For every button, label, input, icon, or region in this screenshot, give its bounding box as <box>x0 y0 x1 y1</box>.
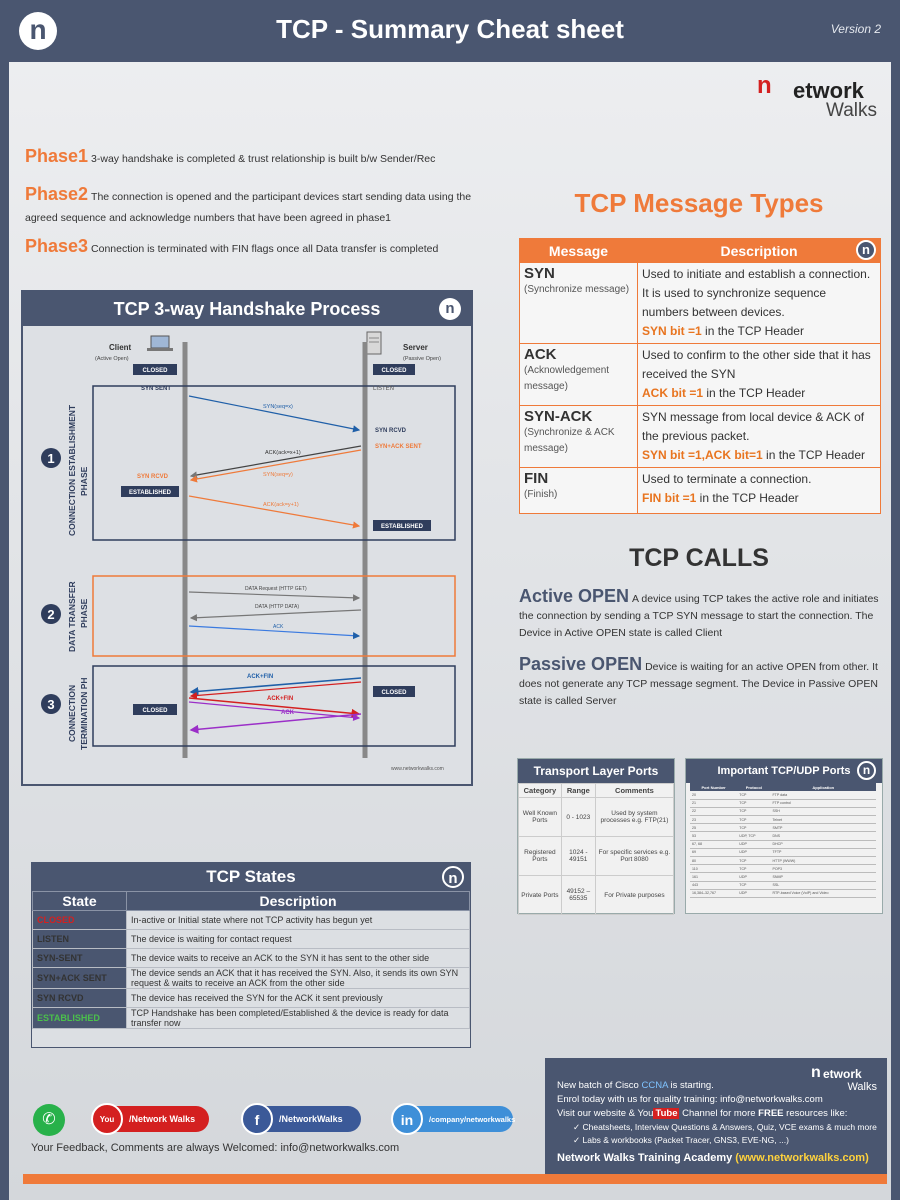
important-ports-title-bar <box>686 759 882 783</box>
table-cell: 20 <box>690 791 737 799</box>
phase-1-number: 1 <box>47 451 55 466</box>
youtube-link[interactable] <box>93 1106 209 1132</box>
message-sub: (Finish) <box>524 489 558 500</box>
syn-sent-state: SYN SENT <box>141 386 172 392</box>
youtube-tube-logo: Tube <box>655 1108 678 1119</box>
syn-ack-sent-state: SYN+ACK SENT <box>375 444 422 450</box>
table-row <box>690 799 876 807</box>
tcp-states-panel <box>31 862 471 1048</box>
table-row <box>519 837 674 876</box>
table-cell: 22 <box>690 807 737 815</box>
table-row <box>520 406 881 468</box>
message-sub: (Acknowledgement message) <box>524 365 610 392</box>
table-row <box>33 989 470 1008</box>
promo-website-link[interactable]: (www.networkwalks.com) <box>735 1152 869 1164</box>
whatsapp-icon[interactable]: ✆ <box>33 1104 65 1136</box>
table-row <box>690 873 876 881</box>
ip-col-application: Application <box>770 783 876 791</box>
message-desc: Used to terminate a connection. <box>642 472 812 486</box>
table-cell: SSL <box>770 881 876 889</box>
phase-2 <box>25 184 475 229</box>
phase-3-side-label-1: CONNECTION <box>67 684 77 742</box>
promo-academy-name: Network Walks Training Academy <box>557 1152 736 1164</box>
tcp-states-title-bar <box>32 863 470 891</box>
table-cell: UDP <box>737 873 770 881</box>
tcp-calls-title: TCP CALLS <box>629 544 769 572</box>
table-cell: 16,384–32,767 <box>690 889 737 897</box>
state-col-header: State <box>33 892 127 911</box>
message-sub: (Synchronize message) <box>524 284 630 295</box>
networkwalks-logo-icon: n <box>442 866 464 888</box>
phase-3-number: 3 <box>47 697 55 712</box>
message-name: SYN-ACK <box>524 408 593 425</box>
description-col-header-label: Description <box>720 242 798 259</box>
msg-syn-2: SYN(seq=y) <box>263 472 293 478</box>
table-row <box>519 876 674 915</box>
promo-line-1 <box>557 1080 714 1091</box>
phase-3-text: Connection is terminated with FIN flags once all Data transfer is completed <box>91 243 439 255</box>
linkedin-icon: in <box>391 1103 423 1135</box>
table-row <box>519 798 674 837</box>
listen-state: LISTEN <box>373 386 395 392</box>
table-cell: 53 <box>690 832 737 840</box>
youtube-handle: /Network Walks <box>129 1114 196 1124</box>
ip-col-port: Port Number <box>690 783 737 791</box>
msg-ack-1: ACK(ack=x+1) <box>265 450 301 456</box>
state-name: SYN-SENT <box>33 949 127 968</box>
networkwalks-logo-icon: n <box>439 298 461 320</box>
table-cell: DHCP <box>770 840 876 848</box>
brand-logo-walks: Walks <box>825 100 877 121</box>
facebook-handle: /NetworkWalks <box>279 1114 343 1124</box>
promo-logo-walks: Walks <box>847 1081 877 1093</box>
tp-col-range: Range <box>561 784 595 798</box>
server-sub-label: (Passive Open) <box>403 356 441 362</box>
message-name: SYN <box>524 265 555 282</box>
server-established-badge: ESTABLISHED <box>381 524 423 530</box>
promo-brand-logo <box>811 1064 877 1094</box>
table-row <box>690 889 876 897</box>
youtube-icon: You <box>91 1103 123 1135</box>
client-closed-final-badge: CLOSED <box>142 708 168 714</box>
server-icon <box>367 332 381 354</box>
table-row <box>690 881 876 889</box>
table-cell: Registered Ports <box>519 837 562 876</box>
promo-line-1-prefix: New batch of Cisco <box>557 1080 642 1091</box>
handshake-sequence-svg <box>23 326 471 784</box>
message-desc: SYN message from local device & ACK of the previous packet. <box>642 410 865 443</box>
message-bit: ACK bit =1 <box>642 386 704 400</box>
promo-logo-n: n <box>811 1064 821 1081</box>
state-desc: The device has received the SYN for the ACK it sent previously <box>127 989 470 1008</box>
phase-2-text: The connection is opened and the participant devices start sending data using the agreed sequence and acknowledge numbers that have been agreed in phase1 <box>25 191 472 224</box>
table-row <box>520 468 881 514</box>
table-cell: 161 <box>690 873 737 881</box>
message-name: ACK <box>524 346 557 363</box>
table-row <box>690 857 876 865</box>
phase-1 <box>25 146 475 170</box>
table-cell: UDP <box>737 840 770 848</box>
page-title: TCP - Summary Cheat sheet <box>276 14 624 44</box>
networkwalks-logo-icon: n <box>857 761 876 780</box>
phase-3 <box>25 236 475 260</box>
syn-rcvd-state-client: SYN RCVD <box>137 474 169 480</box>
table-row <box>33 930 470 949</box>
table-cell: TCP <box>737 807 770 815</box>
promo-line-3-suffix: resources like: <box>783 1108 848 1119</box>
promo-line-3-prefix: Visit our website & You <box>557 1108 654 1119</box>
message-bit-suffix: in the TCP Header <box>696 491 799 505</box>
promo-line-2: Enrol today with us for quality training: info@networkwalks.com <box>557 1094 823 1105</box>
promo-logo-network: etwork <box>823 1067 862 1081</box>
version-label: Version 2 <box>830 22 881 36</box>
client-label: Client <box>109 343 132 352</box>
phase-1-label: Phase1 <box>25 146 89 166</box>
tcp-states-title: TCP States <box>206 867 296 886</box>
state-desc: In-active or Initial state where not TCP activity has begun yet <box>127 911 470 930</box>
facebook-icon: f <box>241 1103 273 1135</box>
active-open-block <box>519 588 883 642</box>
table-cell: 110 <box>690 865 737 873</box>
message-bit: FIN bit =1 <box>642 491 697 505</box>
promo-line-3-mid: Channel for more <box>679 1108 759 1119</box>
table-row <box>33 1008 470 1029</box>
handshake-title-bar <box>23 292 471 326</box>
table-cell: 1024 - 49151 <box>561 837 595 876</box>
message-desc: Used to initiate and establish a connection. It is used to synchronize sequence numbers between devices. <box>642 267 871 319</box>
state-name: LISTEN <box>33 930 127 949</box>
diagram-website: www.networkwalks.com <box>391 766 444 772</box>
promo-line-1-suffix: is starting. <box>667 1080 714 1091</box>
table-cell: FTP control <box>770 799 876 807</box>
table-row <box>33 911 470 930</box>
table-cell: 0 - 1023 <box>561 798 595 837</box>
message-types-title: TCP Message Types <box>574 188 824 218</box>
table-cell: UDP <box>737 848 770 856</box>
message-desc: Used to confirm to the other side that it has received the SYN <box>642 348 871 381</box>
msg-data-request: DATA Request (HTTP GET) <box>245 586 307 592</box>
table-cell: TCP <box>737 881 770 889</box>
table-cell: Used by system processes e.g. FTP(21) <box>595 798 673 837</box>
table-cell: Well Known Ports <box>519 798 562 837</box>
server-label: Server <box>403 343 428 352</box>
message-sub: (Synchronize & ACK message) <box>524 427 615 454</box>
table-cell: UDP, TCP <box>737 832 770 840</box>
table-cell: SSH <box>770 807 876 815</box>
phase-3-side-label-2: TERMINATION PH <box>79 677 89 750</box>
message-bit-suffix: in the TCP Header <box>762 448 865 462</box>
important-ports-table <box>690 783 876 898</box>
transport-ports-title: Transport Layer Ports <box>518 759 674 783</box>
state-desc: TCP Handshake has been completed/Established & the device is ready for data transfer now <box>127 1008 470 1029</box>
table-row <box>690 848 876 856</box>
table-cell: Telnet <box>770 816 876 824</box>
table-cell: DNS <box>770 832 876 840</box>
client-closed-badge: CLOSED <box>142 368 168 374</box>
state-desc: The device is waiting for contact request <box>127 930 470 949</box>
table-cell: TCP <box>737 816 770 824</box>
brand-logo-n: n <box>757 72 772 99</box>
laptop-icon <box>147 336 173 351</box>
table-row <box>33 949 470 968</box>
message-bit: SYN bit =1,ACK bit=1 <box>642 448 763 462</box>
table-cell: TCP <box>737 857 770 865</box>
phase-2-side-label-1: DATA TRANSFER <box>67 581 77 652</box>
msg-ack-2: ACK(ack=y+1) <box>263 502 299 508</box>
state-name: CLOSED <box>33 911 127 930</box>
table-cell: RTP-based Voice (VoIP) and Video <box>770 889 876 897</box>
tcp-states-table <box>32 891 470 1029</box>
table-row <box>690 791 876 799</box>
table-cell: 25 <box>690 824 737 832</box>
state-name: SYN RCVD <box>33 989 127 1008</box>
table-cell: TCP <box>737 791 770 799</box>
table-cell: 23 <box>690 816 737 824</box>
facebook-link[interactable] <box>243 1106 361 1132</box>
table-cell: 67, 68 <box>690 840 737 848</box>
message-name: FIN <box>524 470 549 487</box>
message-bit: SYN bit =1 <box>642 324 702 338</box>
syn-rcvd-state-server: SYN RCVD <box>375 428 407 434</box>
footer-bar <box>23 1174 887 1184</box>
table-row <box>690 865 876 873</box>
table-row <box>520 263 881 344</box>
table-row <box>690 832 876 840</box>
important-ports-panel <box>685 758 883 914</box>
promo-bullet-2: ✓ Labs & workbooks (Packet Tracer, GNS3, EVE-NG, ...) <box>573 1135 789 1145</box>
table-cell: SMTP <box>770 824 876 832</box>
transport-ports-panel <box>517 758 675 914</box>
phase-2-number: 2 <box>47 607 55 622</box>
networkwalks-logo-icon: n <box>19 12 57 50</box>
phase-2-side-label-2: PHASE <box>79 598 89 628</box>
active-open-text: A device using TCP takes the active role and initiates the connection by sending a TCP SYN message to start the connection. The Device in Active OPEN state is called Client <box>519 593 879 639</box>
passive-open-label: Passive OPEN <box>519 654 643 674</box>
state-description-col-header: Description <box>127 892 470 911</box>
table-cell: For specific services e.g. Port 8080 <box>595 837 673 876</box>
server-closed-badge: CLOSED <box>381 368 407 374</box>
table-row <box>33 968 470 989</box>
table-cell: For Private purposes <box>595 876 673 915</box>
tp-col-category: Category <box>519 784 562 798</box>
client-sub-label: (Active Open) <box>95 356 129 362</box>
table-row <box>690 840 876 848</box>
message-bit-suffix: in the TCP Header <box>703 386 806 400</box>
table-cell: HTTP (WWW) <box>770 857 876 865</box>
networkwalks-logo-icon: n <box>856 240 876 260</box>
promo-panel <box>545 1058 887 1174</box>
msg-ack-final: ACK <box>281 710 294 716</box>
client-established-badge: ESTABLISHED <box>129 490 171 496</box>
feedback-text: Your Feedback, Comments are always Welcomed: info@networkwalks.com <box>31 1142 400 1154</box>
state-name: ESTABLISHED <box>33 1008 127 1029</box>
phase-1-text: 3-way handshake is completed & trust relationship is built b/w Sender/Rec <box>91 153 436 165</box>
phase-1-side-label-2: PHASE <box>79 466 89 496</box>
promo-academy <box>557 1152 869 1164</box>
passive-open-text: Device is waiting for an active OPEN from other. It does not generate any TCP message segment. The Device in Passive OPEN state is called Server <box>519 661 878 707</box>
table-cell: TCP <box>737 824 770 832</box>
state-desc: The device waits to receive an ACK to the SYN it has sent to the other side <box>127 949 470 968</box>
table-cell: 443 <box>690 881 737 889</box>
brand-logo-network: etwork <box>793 78 864 103</box>
table-row <box>690 816 876 824</box>
transport-ports-table <box>518 783 674 915</box>
phase-1-side-label-1: CONNECTION ESTABLISHMENT <box>67 404 77 536</box>
important-ports-title: Important TCP/UDP Ports <box>717 765 851 777</box>
table-row <box>690 807 876 815</box>
table-cell: Private Ports <box>519 876 562 915</box>
ip-col-protocol: Protocol <box>737 783 770 791</box>
table-cell: TCP <box>737 865 770 873</box>
msg-syn: SYN(seq=x) <box>263 404 293 410</box>
phase-2-label: Phase2 <box>25 184 89 204</box>
promo-line-3 <box>557 1108 847 1119</box>
table-cell: 49152 – 65535 <box>561 876 595 915</box>
description-col-header <box>638 239 881 263</box>
handshake-title: TCP 3-way Handshake Process <box>113 299 381 319</box>
linkedin-handle: /company/networkwalks <box>429 1115 516 1124</box>
msg-ack-fin-2: ACK+FIN <box>267 696 294 702</box>
table-cell: 80 <box>690 857 737 865</box>
msg-data: DATA (HTTP DATA) <box>255 604 299 610</box>
table-cell: 21 <box>690 799 737 807</box>
phase-3-label: Phase3 <box>25 236 89 256</box>
promo-ccna: CCNA <box>641 1080 668 1091</box>
state-name: SYN+ACK SENT <box>33 968 127 989</box>
linkedin-link[interactable] <box>393 1106 516 1132</box>
handshake-diagram <box>21 290 473 786</box>
table-cell: UDP <box>737 889 770 897</box>
network-walks-brand-logo <box>757 70 877 126</box>
table-cell: SNMP <box>770 873 876 881</box>
message-bit-suffix: in the TCP Header <box>701 324 804 338</box>
msg-ack-fin-1: ACK+FIN <box>247 674 274 680</box>
table-cell: TFTP <box>770 848 876 856</box>
promo-free: FREE <box>758 1108 784 1119</box>
server-closed-final-badge: CLOSED <box>381 690 407 696</box>
table-cell: FTP data <box>770 791 876 799</box>
message-col-header: Message <box>520 239 638 263</box>
table-cell: 69 <box>690 848 737 856</box>
table-cell: TCP <box>737 799 770 807</box>
msg-ack: ACK <box>273 624 284 630</box>
table-row <box>690 824 876 832</box>
promo-bullet-1: ✓ Cheatsheets, Interview Questions & Answers, Quiz, VCE exams & much more <box>573 1122 877 1132</box>
active-open-label: Active OPEN <box>519 586 630 606</box>
state-desc: The device sends an ACK that it has received the SYN. Also, it sends its own SYN request & waits to receive an ACK from the other side <box>127 968 470 989</box>
message-types-table <box>519 238 881 514</box>
table-row <box>520 344 881 406</box>
tp-col-comments: Comments <box>595 784 673 798</box>
passive-open-block <box>519 656 883 710</box>
header-bar <box>9 0 891 62</box>
table-cell: POP3 <box>770 865 876 873</box>
